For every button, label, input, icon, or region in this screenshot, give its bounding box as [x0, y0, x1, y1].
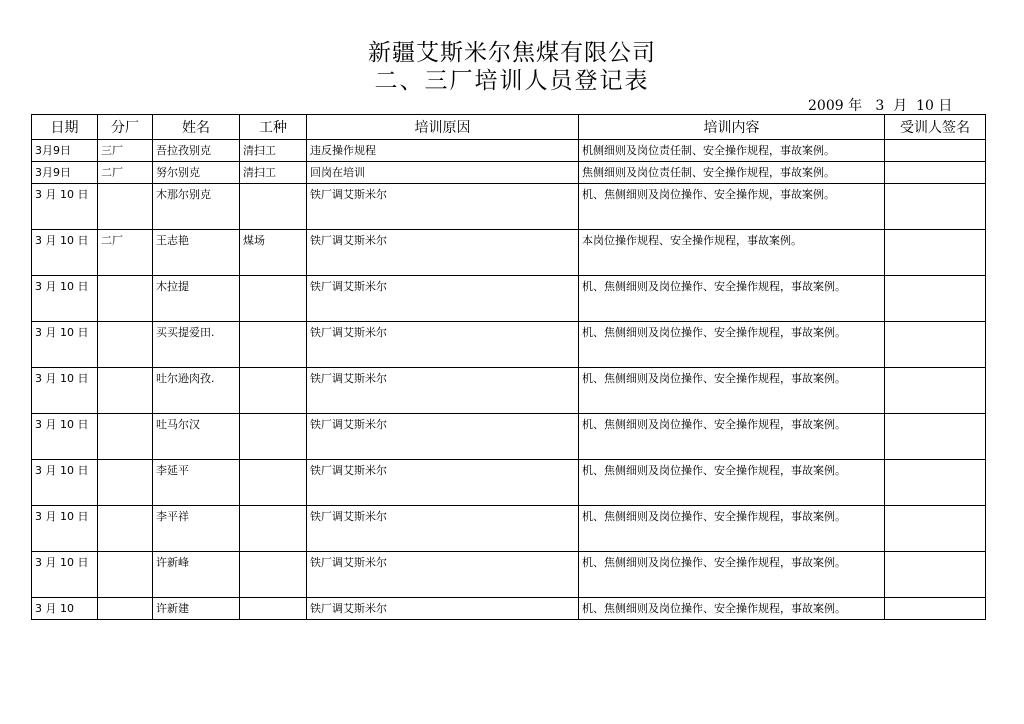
cell-name: 买买提爱田. [153, 322, 240, 368]
cell-signature[interactable] [885, 368, 986, 414]
cell-branch [98, 184, 153, 230]
cell-branch [98, 322, 153, 368]
cell-content: 机、焦侧细则及岗位操作、安全操作规程，事故案例。 [579, 414, 885, 460]
cell-name: 李平祥 [153, 506, 240, 552]
cell-name: 王志艳 [153, 230, 240, 276]
cell-reason: 回岗在培训 [307, 162, 579, 184]
table-row [32, 506, 986, 552]
cell-reason: 铁厂调艾斯米尔 [307, 460, 579, 506]
cell-branch [98, 414, 153, 460]
cell-branch [98, 506, 153, 552]
header-name: 姓名 [153, 115, 240, 140]
cell-branch [98, 460, 153, 506]
table-row [32, 368, 986, 414]
table-row [32, 322, 986, 368]
table-row [32, 598, 986, 620]
cell-date: 3 月 10 日 [32, 460, 98, 506]
table-row [32, 162, 986, 184]
cell-content: 机侧细则及岗位责任制、安全操作规程，事故案例。 [579, 140, 885, 162]
cell-date: 3 月 10 日 [32, 322, 98, 368]
registration-table [31, 114, 986, 620]
cell-job: 清扫工 [240, 140, 307, 162]
cell-reason: 违反操作规程 [307, 140, 579, 162]
form-title: 二、三厂培训人员登记表 [374, 68, 650, 94]
cell-content: 机、焦侧细则及岗位操作、安全操作规程，事故案例。 [579, 322, 885, 368]
cell-content: 机、焦侧细则及岗位操作、安全操作规程，事故案例。 [579, 552, 885, 598]
cell-name: 许新建 [153, 598, 240, 620]
cell-branch: 二厂 [98, 162, 153, 184]
cell-name: 吐马尔汉 [153, 414, 240, 460]
cell-name: 木拉提 [153, 276, 240, 322]
cell-job [240, 552, 307, 598]
cell-name: 李延平 [153, 460, 240, 506]
cell-name: 木那尔别克 [153, 184, 240, 230]
cell-job: 煤场 [240, 230, 307, 276]
cell-reason: 铁厂调艾斯米尔 [307, 322, 579, 368]
cell-date: 3 月 10 日 [32, 552, 98, 598]
cell-job [240, 598, 307, 620]
company-title: 新疆艾斯米尔焦煤有限公司 [368, 40, 656, 66]
cell-content: 机、焦侧细则及岗位操作、安全操作规程，事故案例。 [579, 460, 885, 506]
cell-signature[interactable] [885, 598, 986, 620]
cell-reason: 铁厂调艾斯米尔 [307, 598, 579, 620]
cell-content: 焦侧细则及岗位责任制、安全操作规程，事故案例。 [579, 162, 885, 184]
cell-branch [98, 552, 153, 598]
cell-date: 3 月 10 [32, 598, 98, 620]
table-row [32, 460, 986, 506]
cell-content: 本岗位操作规程、安全操作规程，事故案例。 [579, 230, 885, 276]
header-job: 工种 [240, 115, 307, 140]
cell-branch: 三厂 [98, 140, 153, 162]
cell-content: 机、焦侧细则及岗位操作、安全操作规程，事故案例。 [579, 506, 885, 552]
cell-date: 3 月 10 日 [32, 506, 98, 552]
cell-date: 3 月 10 日 [32, 184, 98, 230]
cell-signature[interactable] [885, 230, 986, 276]
cell-date: 3 月 10 日 [32, 414, 98, 460]
form-date: 2009 年 3 月 10 日 [808, 98, 953, 114]
cell-signature[interactable] [885, 460, 986, 506]
cell-job [240, 184, 307, 230]
table-header-row [32, 115, 986, 140]
cell-name: 吾拉孜别克 [153, 140, 240, 162]
cell-job [240, 368, 307, 414]
cell-reason: 铁厂调艾斯米尔 [307, 184, 579, 230]
cell-job [240, 506, 307, 552]
cell-date: 3 月 10 日 [32, 276, 98, 322]
cell-date: 3 月 10 日 [32, 368, 98, 414]
table-row [32, 276, 986, 322]
cell-signature[interactable] [885, 552, 986, 598]
cell-content: 机、焦侧细则及岗位操作、安全操作规程，事故案例。 [579, 276, 885, 322]
header-content: 培训内容 [579, 115, 885, 140]
header-date: 日期 [32, 115, 98, 140]
cell-reason: 铁厂调艾斯米尔 [307, 414, 579, 460]
cell-branch [98, 276, 153, 322]
cell-job [240, 322, 307, 368]
cell-branch: 二厂 [98, 230, 153, 276]
cell-job [240, 276, 307, 322]
cell-date: 3月9日 [32, 140, 98, 162]
header-branch: 分厂 [98, 115, 153, 140]
cell-name: 吐尔逊肉孜. [153, 368, 240, 414]
table-row [32, 184, 986, 230]
cell-reason: 铁厂调艾斯米尔 [307, 368, 579, 414]
cell-signature[interactable] [885, 140, 986, 162]
cell-signature[interactable] [885, 184, 986, 230]
cell-job: 清扫工 [240, 162, 307, 184]
cell-reason: 铁厂调艾斯米尔 [307, 276, 579, 322]
cell-reason: 铁厂调艾斯米尔 [307, 230, 579, 276]
table-row [32, 552, 986, 598]
cell-content: 机、焦侧细则及岗位操作、安全操作规程，事故案例。 [579, 368, 885, 414]
header-signature: 受训人签名 [885, 115, 986, 140]
cell-branch [98, 368, 153, 414]
cell-job [240, 414, 307, 460]
cell-reason: 铁厂调艾斯米尔 [307, 506, 579, 552]
cell-signature[interactable] [885, 162, 986, 184]
cell-signature[interactable] [885, 506, 986, 552]
cell-date: 3月9日 [32, 162, 98, 184]
cell-content: 机、焦侧细则及岗位操作、安全操作规程，事故案例。 [579, 598, 885, 620]
table-row [32, 414, 986, 460]
table-row [32, 140, 986, 162]
cell-date: 3 月 10 日 [32, 230, 98, 276]
cell-content: 机、焦侧细则及岗位操作、安全操作规，事故案例。 [579, 184, 885, 230]
cell-signature[interactable] [885, 322, 986, 368]
cell-name: 许新峰 [153, 552, 240, 598]
cell-job [240, 460, 307, 506]
header-reason: 培训原因 [307, 115, 579, 140]
cell-reason: 铁厂调艾斯米尔 [307, 552, 579, 598]
cell-name: 努尔别克 [153, 162, 240, 184]
cell-signature[interactable] [885, 276, 986, 322]
cell-branch [98, 598, 153, 620]
cell-signature[interactable] [885, 414, 986, 460]
table-row [32, 230, 986, 276]
